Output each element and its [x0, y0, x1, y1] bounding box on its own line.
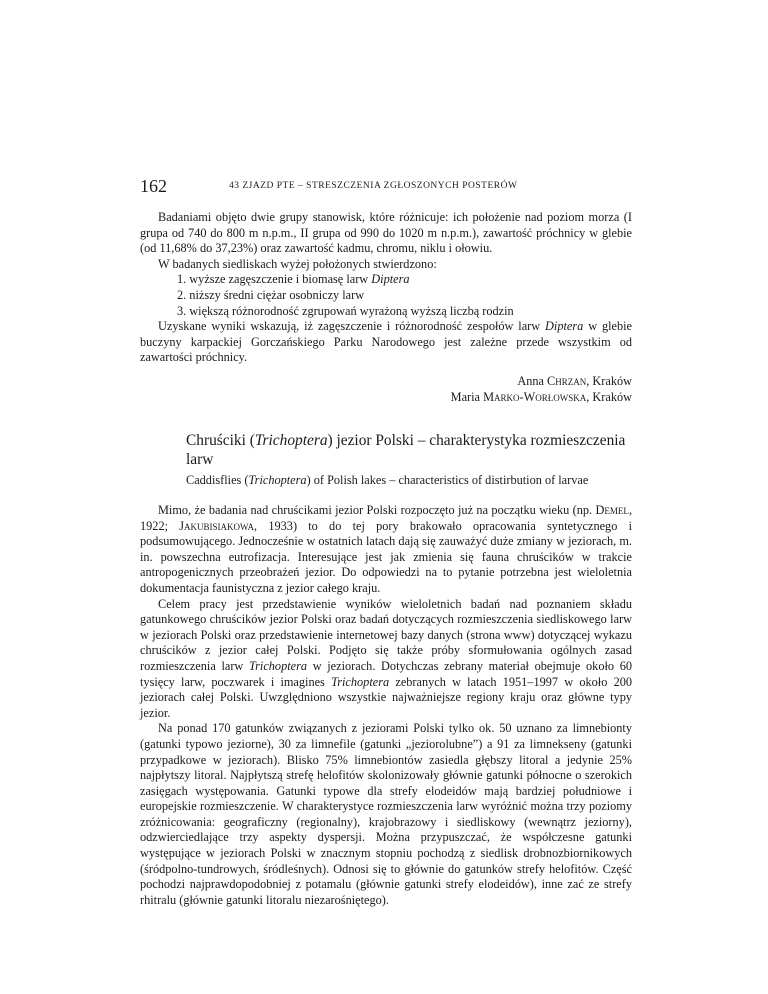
- list-item: 2. niższy średni ciężar osobniczy larw: [177, 287, 365, 302]
- article-title: Chruściki (Trichoptera) jezior Polski – charakterystyka rozmieszczenia larw: [186, 432, 626, 468]
- author-line: Maria Marko-Worłowska, Kraków: [450, 389, 632, 404]
- findings-list: [140, 272, 632, 319]
- paragraph: Na ponad 170 gatunków związanych z jeziorami Polski tylko ok. 50 uznano za limnebionty (gatunki typowo jeziorne), 30 za limnefile (gatunki „jeziorolubne”) a 91 za limnekseny (gatunki przypadkowe w jeziorach). Blisko 75% limnebiontów zasiedla głębszy litoral a jedynie 25% najpłytszy litoral. Najpłytszą strefę helofitów skolonizowały głównie gatunki północne o szerokich zasięgach występowania. Gatunki typowe dla strefy elodeidów mają bardziej południowe i europejskie rozmieszczenie. W charakterystyce rozmieszczenia larw wyróżnić można trzy poziomy zróżnicowania: geograficzny (regionalny), krajobrazowy i siedliskowy (wewnątrz jeziorny), odzwierciedlające trzy aspekty dyspersji. Można przypuszczać, że współczesne gatunki występujące w jeziorach Polski w znacznym stopniu pochodzą z siedlisk drobnozbiornikowych (śródpolno-tundrowych, śródleśnych). Odnosi się to głównie do gatunków strefy helofitów. Część pochodzi najprawdopodobniej z potamalu (głównie gatunki strefy elodeidów), inne zać ze strefy rhitralu (głównie gatunki litoralu niezarośniętego).: [140, 721, 632, 907]
- paragraph: Celem pracy jest przedstawienie wyników wieloletnich badań nad poznaniem składu gatunkowego chruścików jezior Polski oraz badań dotyczących rozmieszczenia siedliskowego larw w jeziorach Polski oraz przedstawienie internetowej bazy danych (strona www) dotyczącej wykazu chruścików z jezior całej Polski. Podjęto się także próby sformułowania ogólnych zasad rozmieszczenia larw Trichoptera w jeziorach. Dotychczas zebrany materiał obejmuje około 60 tysięcy larw, poczwarek i imagines Trichoptera zebranych w latach 1951–1997 w około 200 jeziorach całej Polski. Uwzględniono wszystkie najważniejsze regiony kraju oraz główne typy jezior.: [140, 596, 633, 720]
- list-item: 3. większą różnorodność zgrupowań wyrażoną wyższą liczbą rodzin: [177, 303, 514, 318]
- abstract-body: [140, 210, 632, 366]
- page-number: 162: [140, 176, 167, 196]
- author-block: [451, 374, 632, 405]
- paragraph: Badaniami objęto dwie grupy stanowisk, które różnicuje: ich położenie nad poziom morza (I grupa od 740 do 800 m n.p.m., II grupa od 990 do 1020 m n.p.m.), zawartość próchnicy w glebie (od 11,68% do 37,23%) oraz zawartość kadmu, chromu, niklu i ołowiu.: [140, 210, 632, 256]
- author-line: Anna Chrzan, Kraków: [517, 374, 632, 388]
- article-body: [140, 503, 632, 908]
- paragraph: Mimo, że badania nad chruścikami jezior Polski rozpoczęto już na początku wieku (np. Demel, 1922; Jakubisiakowa, 1933) to do tej pory brakowało opracowania syntetycznego i podsumowującego. Jednocześnie w ostatnich latach dają się zauważyć duże zmiany w jeziorach, m. in. powszechna eutrofizacja. Interesujące jest jak zmienia się fauna chruścików w trakcie antropogenicznych przeobrażeń jezior. Do odpowiedzi na to pytanie potrzebna jest wieloletnia dokumentacja faunistyczna z jezior całego kraju.: [140, 503, 633, 595]
- page-header: [140, 176, 640, 198]
- article-subtitle: Caddisflies (Trichoptera) of Polish lakes – characteristics of distirbution of larvae: [186, 473, 589, 487]
- paragraph: Uzyskane wyniki wskazują, iż zagęszczenie i różnorodność zespołów larw Diptera w glebie buczyny karpackiej Gorczańskiego Parku Narodowego jest zależne przede wszystkim od zawartości próchnicy.: [140, 319, 633, 365]
- paragraph: W badanych siedliskach wyżej położonych stwierdzono:: [158, 256, 437, 271]
- running-title: 43 ZJAZD PTE – STRESZCZENIA ZGŁOSZONYCH POSTERÓW: [229, 181, 518, 191]
- list-item: 1. wyższe zagęszczenie i biomasę larw Diptera: [177, 272, 410, 287]
